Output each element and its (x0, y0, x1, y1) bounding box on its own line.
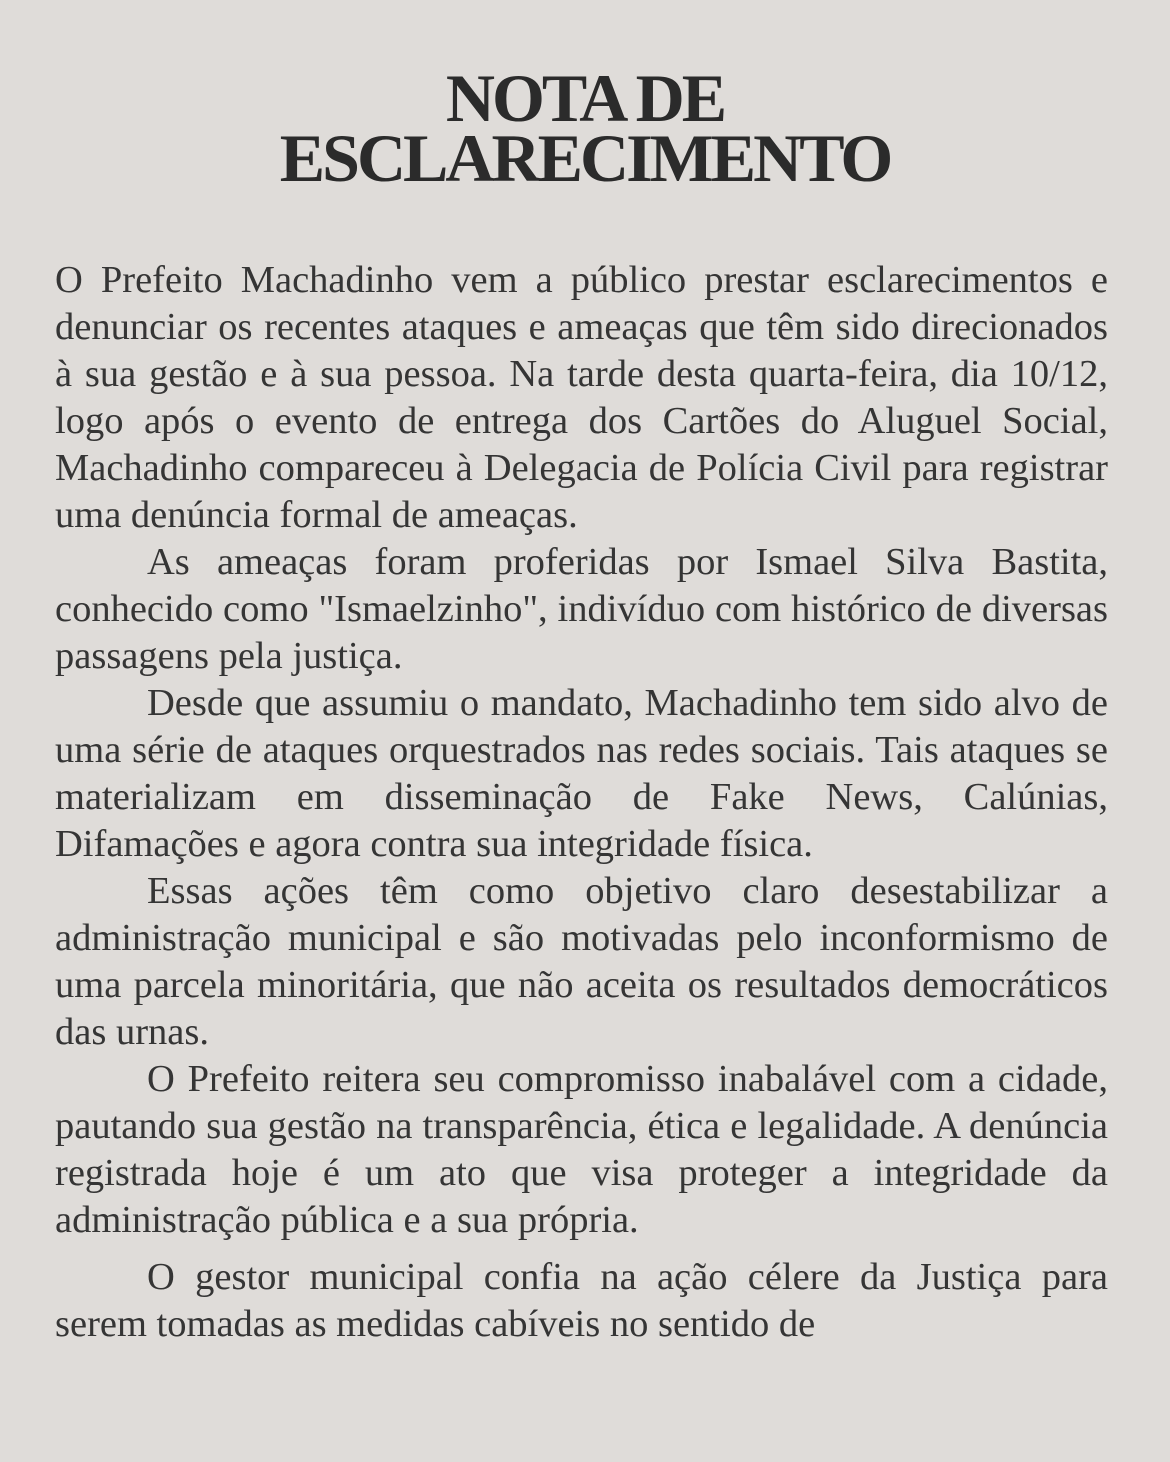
paragraph-attacks: Desde que assumiu o mandato, Machadinho tem sido alvo de uma série de ataques orquestrados nas redes sociais. Tais ataques se materializam em disseminação de Fake News, Calúnias, Difamações e agora contra sua integridade física. (55, 682, 1108, 865)
page-title (0, 60, 1170, 196)
paragraph-justice: O gestor municipal confia na ação célere da Justiça para serem tomadas as medidas cabíveis no sentido de (55, 1256, 1108, 1345)
paragraph-objective: Essas ações têm como objetivo claro desestabilizar a administração municipal e são motivadas pelo inconformismo de uma parcela minoritária, que não aceita os resultados democráticos das urnas. (55, 870, 1108, 1053)
paragraph-threats: As ameaças foram proferidas por Ismael Silva Bastita, conhecido como "Ismaelzinho", indivíduo com histórico de diversas passagens pela justiça. (55, 541, 1108, 677)
note-body (55, 257, 1108, 1348)
paragraph-intro: O Prefeito Machadinho vem a público prestar esclarecimentos e denunciar os recentes ataques e ameaças que têm sido direcionados à sua gestão e à sua pessoa. Na tarde desta quarta-feira, dia 10/12, logo após o evento de entrega dos Cartões do Aluguel Social, Machadinho compareceu à Delegacia de Polícia Civil para registrar uma denúncia formal de ameaças. (55, 259, 1108, 536)
paragraph-commitment: O Prefeito reitera seu compromisso inabalável com a cidade, pautando sua gestão na transparência, ética e legalidade. A denúncia registrada hoje é um ato que visa proteger a integridade da administração pública e a sua própria. (55, 1058, 1108, 1241)
title-line-2: ESCLARECIMENTO (279, 120, 891, 196)
title-line-1: NOTA DE (445, 60, 725, 136)
